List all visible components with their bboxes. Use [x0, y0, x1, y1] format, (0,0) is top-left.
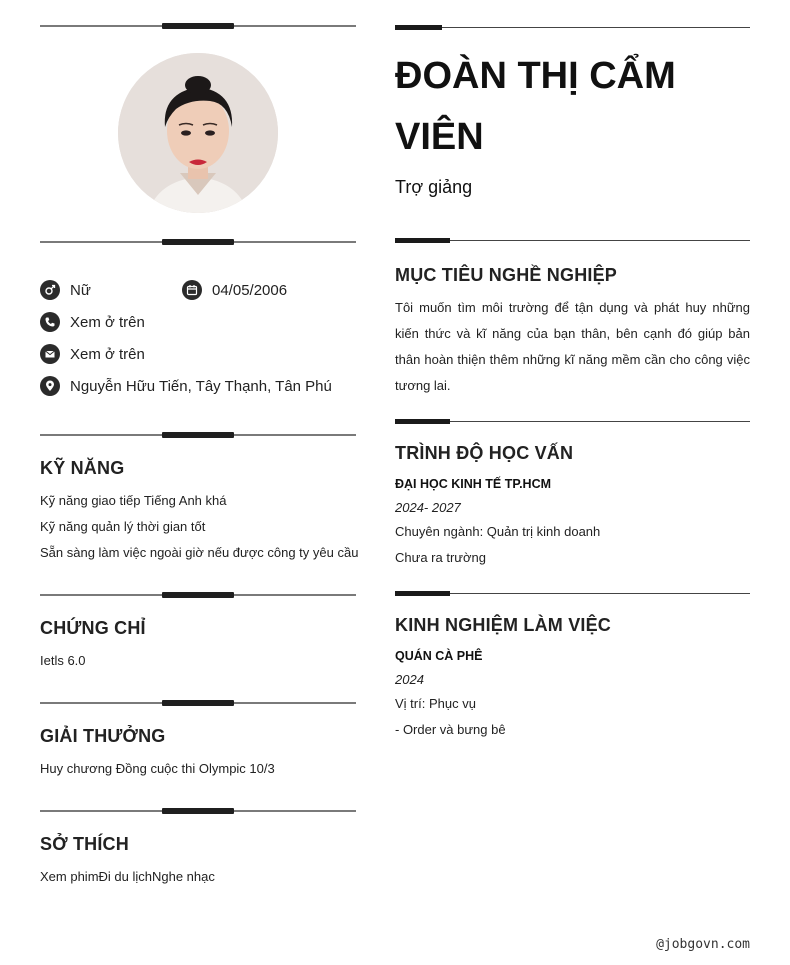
skill-item: Sẵn sàng làm việc ngoài giờ nếu được công ty yêu cầu — [40, 545, 359, 560]
divider — [395, 591, 750, 596]
email-row — [40, 343, 145, 365]
education-major: Chuyên ngành: Quản trị kinh doanh — [395, 524, 601, 539]
phone-icon — [40, 312, 60, 332]
award-item: Huy chương Đồng cuộc thi Olympic 10/3 — [40, 761, 275, 776]
objective-title: MỤC TIÊU NGHỀ NGHIỆP — [395, 265, 618, 285]
location-pin-icon — [40, 376, 60, 396]
gender-icon — [40, 280, 60, 300]
divider — [40, 432, 356, 438]
phone-row — [40, 311, 145, 333]
divider — [40, 239, 356, 245]
skills-title: KỸ NĂNG — [40, 458, 125, 478]
divider — [395, 238, 750, 243]
hobbies-text: Xem phimĐi du lịchNghe nhạc — [40, 869, 215, 884]
divider — [40, 592, 356, 598]
address-row — [40, 375, 332, 397]
gender-text: Nữ — [70, 281, 91, 299]
skill-item: Kỹ năng giao tiếp Tiếng Anh khá — [40, 493, 227, 508]
education-period: 2024- 2027 — [395, 500, 461, 515]
calendar-icon — [182, 280, 202, 300]
divider — [40, 808, 356, 814]
education-status: Chưa ra trường — [395, 550, 486, 565]
education-title: TRÌNH ĐỘ HỌC VẤN — [395, 443, 574, 463]
company-name: QUÁN CÀ PHÊ — [395, 649, 483, 663]
job-title: Trợ giảng — [395, 177, 473, 197]
school-name: ĐẠI HỌC KINH TẾ TP.HCM — [395, 477, 552, 491]
experience-title: KINH NGHIỆM LÀM VIỆC — [395, 615, 612, 635]
birthdate-text: 04/05/2006 — [212, 281, 288, 299]
divider — [395, 25, 750, 30]
skill-item: Kỹ năng quản lý thời gian tốt — [40, 519, 206, 534]
awards-title: GIẢI THƯỞNG — [40, 726, 166, 746]
watermark: @jobgovn.com — [656, 937, 750, 952]
objective-text: Tôi muốn tìm môi trường để tận dụng và phát huy những kiến thức và kĩ năng của bạn thân, bên cạnh đó giúp bản thân hoàn thiện thêm những kĩ năng mềm cần cho công việc tương lai. — [395, 300, 750, 393]
divider — [395, 419, 750, 424]
divider — [40, 23, 356, 29]
experience-task: - Order và bưng bê — [395, 722, 506, 737]
experience-period: 2024 — [395, 672, 424, 687]
avatar — [118, 53, 278, 213]
candidate-name: ĐOÀN THỊ CẨM VIÊN — [395, 55, 676, 158]
certificates-title: CHỨNG CHỈ — [40, 618, 146, 638]
gender-row — [40, 279, 91, 301]
hobbies-title: SỞ THÍCH — [40, 834, 129, 854]
phone-text: Xem ở trên — [70, 313, 145, 331]
birthdate-row — [182, 279, 287, 301]
divider — [40, 700, 356, 706]
address-text: Nguyễn Hữu Tiến, Tây Thạnh, Tân Phú — [70, 377, 332, 395]
email-text: Xem ở trên — [70, 345, 145, 363]
certificate-item: Ietls 6.0 — [40, 653, 86, 668]
mail-icon — [40, 344, 60, 364]
avatar-photo — [118, 53, 278, 213]
experience-position: Vị trí: Phục vụ — [395, 696, 476, 711]
